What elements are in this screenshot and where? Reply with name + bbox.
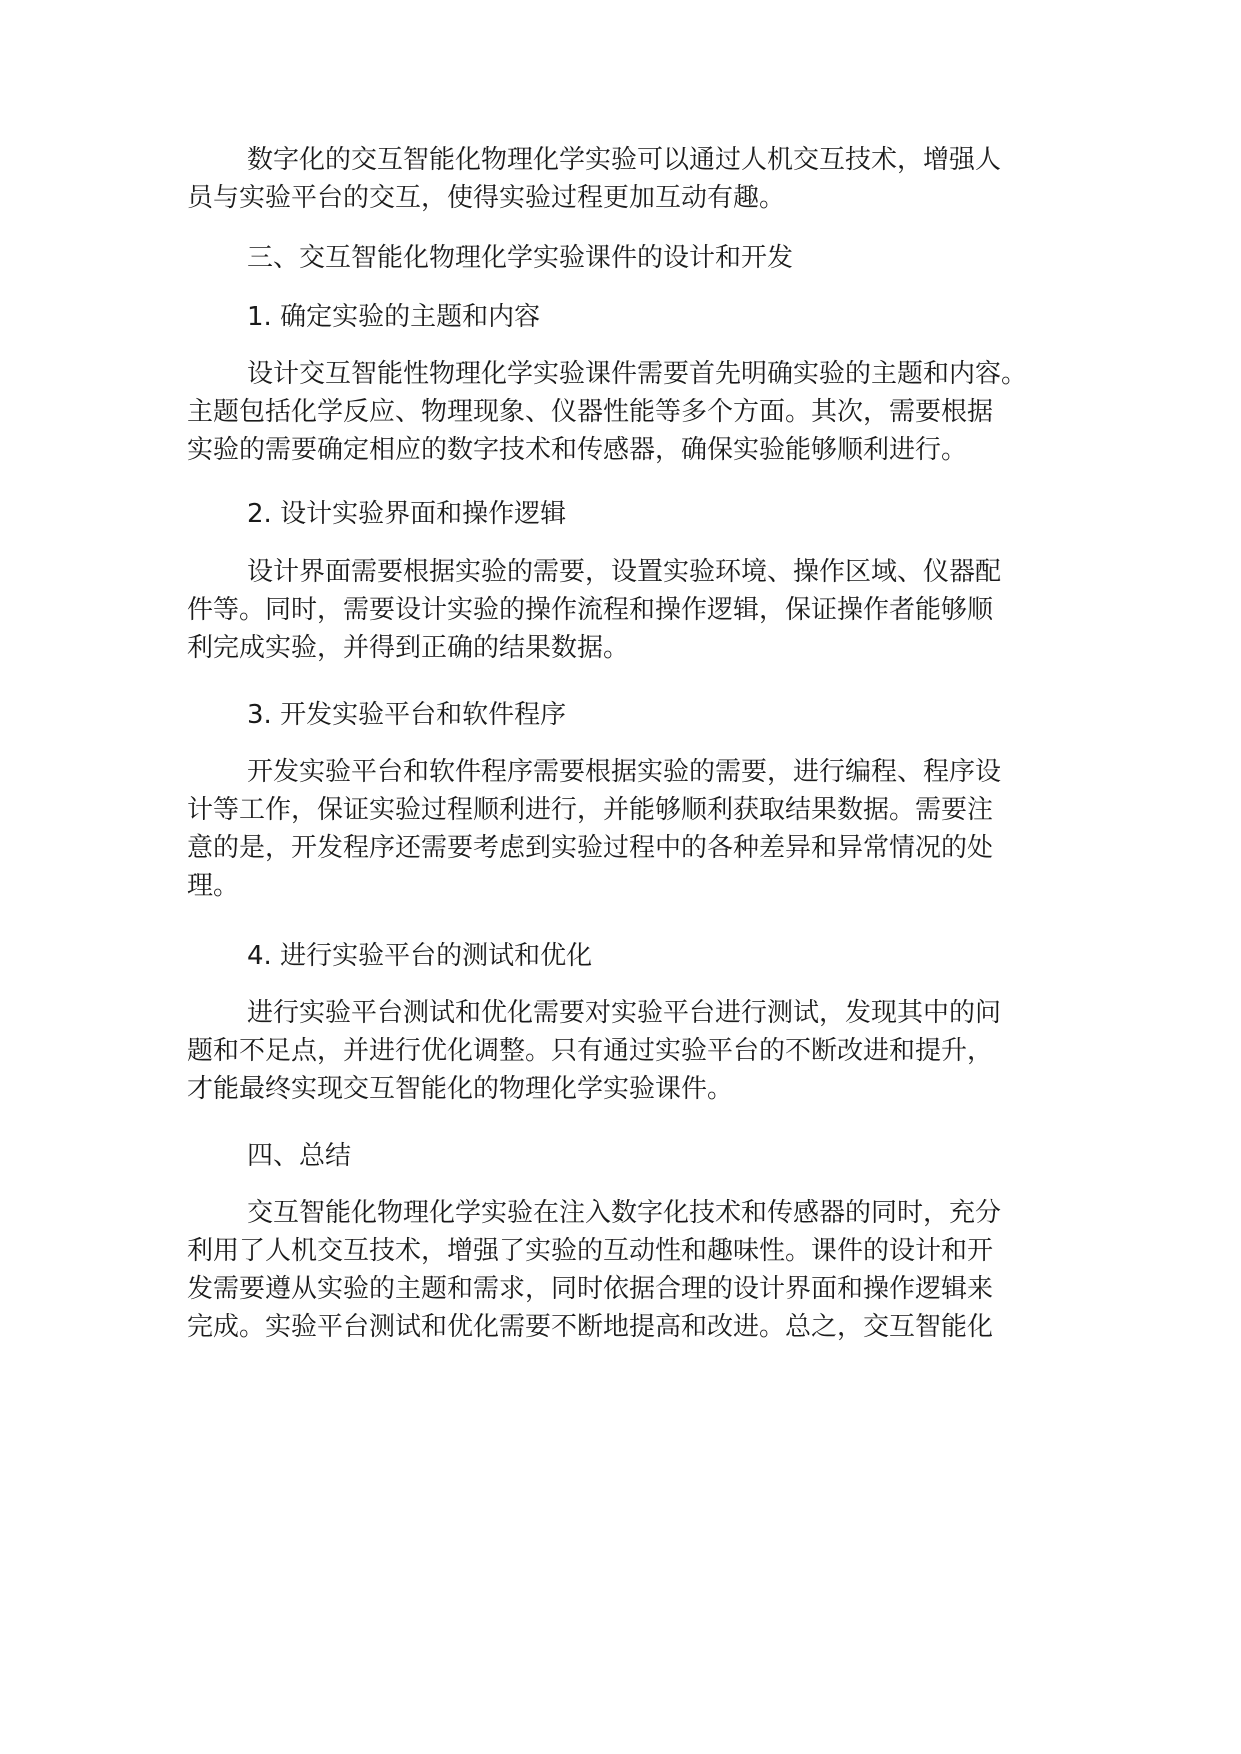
paragraph-line: 题和不足点，并进行优化调整。只有通过实验平台的不断改进和提升， — [187, 1036, 994, 1066]
paragraph-line: 进行实验平台测试和优化需要对实验平台进行测试，发现其中的问 — [247, 998, 1002, 1028]
paragraph-line: 发需要遵从实验的主题和需求，同时依据合理的设计界面和操作逻辑来 — [187, 1274, 994, 1304]
paragraph-line: 件等。同时，需要设计实验的操作流程和操作逻辑，保证操作者能够顺 — [187, 595, 994, 625]
paragraph-line: 完成。实验平台测试和优化需要不断地提高和改进。总之，交互智能化 — [187, 1312, 994, 1342]
subsection-heading: 2. 设计实验界面和操作逻辑 — [247, 499, 567, 529]
subsection-heading: 1. 确定实验的主题和内容 — [247, 302, 541, 332]
paragraph-line: 利用了人机交互技术，增强了实验的互动性和趣味性。课件的设计和开 — [187, 1236, 994, 1266]
paragraph-line: 计等工作，保证实验过程顺利进行，并能够顺利获取结果数据。需要注 — [187, 795, 994, 825]
subsection-heading: 3. 开发实验平台和软件程序 — [247, 700, 567, 730]
paragraph-line: 设计交互智能性物理化学实验课件需要首先明确实验的主题和内容。 — [247, 359, 1028, 389]
paragraph-line: 理。 — [187, 871, 240, 901]
section-heading: 四、总结 — [247, 1141, 352, 1171]
section-heading: 三、交互智能化物理化学实验课件的设计和开发 — [247, 243, 794, 273]
paragraph-line: 数字化的交互智能化物理化学实验可以通过人机交互技术，增强人 — [247, 145, 1002, 175]
paragraph-line: 利完成实验，并得到正确的结果数据。 — [187, 633, 630, 663]
paragraph — [187, 1194, 1001, 1346]
paragraph-line: 意的是，开发程序还需要考虑到实验过程中的各种差异和异常情况的处 — [187, 833, 994, 863]
paragraph — [187, 141, 1001, 217]
paragraph — [187, 753, 1001, 905]
paragraph-line: 交互智能化物理化学实验在注入数字化技术和传感器的同时，充分 — [247, 1198, 1002, 1228]
paragraph-line: 设计界面需要根据实验的需要，设置实验环境、操作区域、仪器配 — [247, 557, 1002, 587]
paragraph — [187, 994, 1001, 1108]
paragraph-line: 实验的需要确定相应的数字技术和传感器，确保实验能够顺利进行。 — [187, 435, 968, 465]
paragraph-line: 主题包括化学反应、物理现象、仪器性能等多个方面。其次，需要根据 — [187, 397, 994, 427]
paragraph-line: 开发实验平台和软件程序需要根据实验的需要，进行编程、程序设 — [247, 757, 1002, 787]
paragraph-line: 员与实验平台的交互，使得实验过程更加互动有趣。 — [187, 183, 786, 213]
paragraph-line: 才能最终实现交互智能化的物理化学实验课件。 — [187, 1074, 734, 1104]
paragraph — [187, 553, 1001, 667]
subsection-heading: 4. 进行实验平台的测试和优化 — [247, 941, 593, 971]
paragraph — [187, 355, 1027, 469]
